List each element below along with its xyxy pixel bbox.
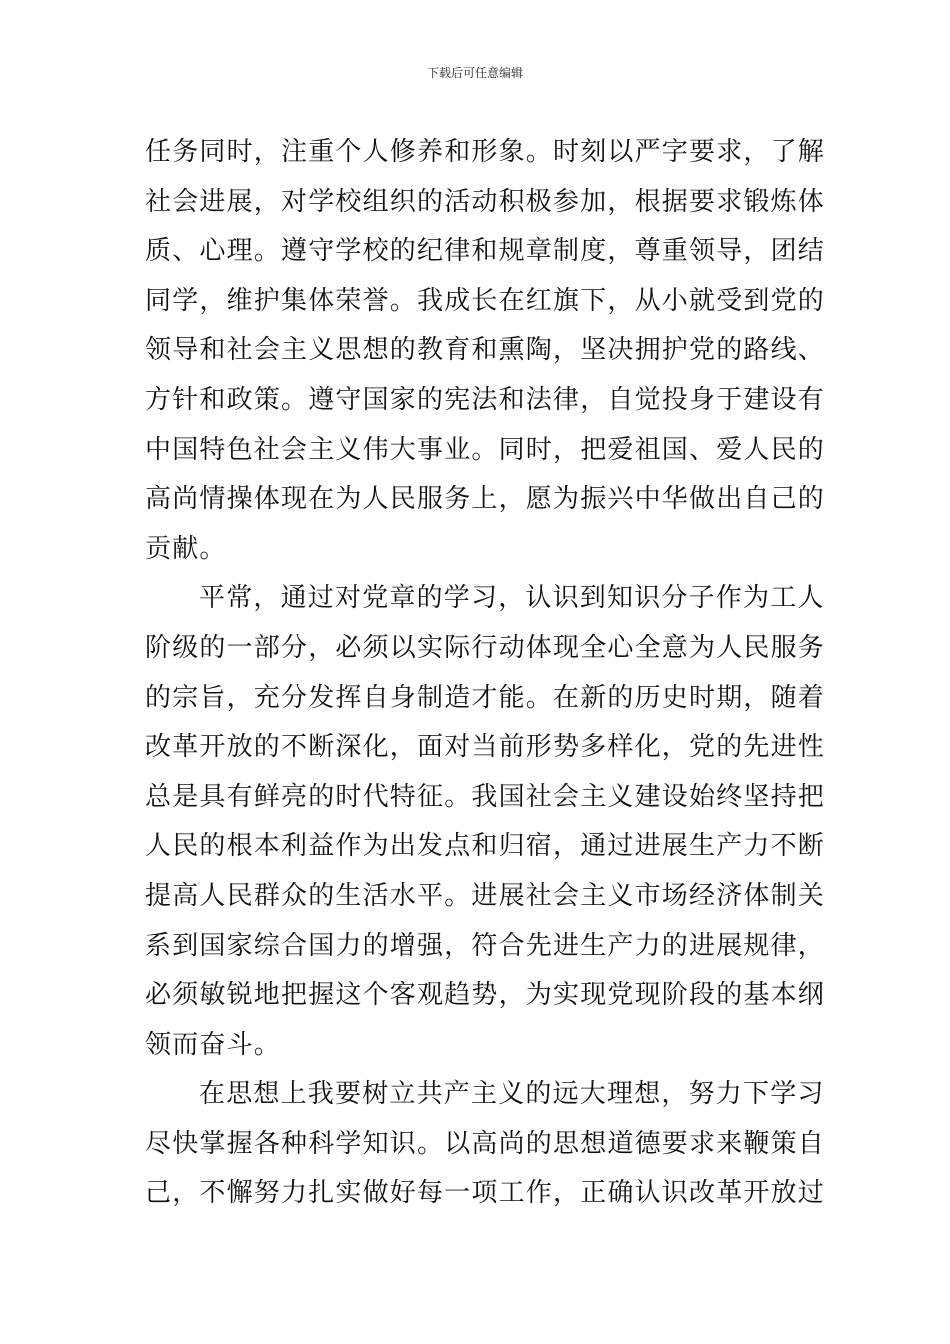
text-line: 总是具有鲜亮的时代特征。我国社会主义建设始终坚持把 [145, 781, 826, 812]
text-line: 尽快掌握各种科学知识。以高尚的思想道德要求来鞭策自 [145, 1128, 826, 1159]
text-line: 改革开放的不断深化，面对当前形势多样化，党的先进性 [145, 732, 826, 763]
text-line: 领而奋斗。 [145, 1029, 282, 1060]
text-line: 同学，维护集体荣誉。我成长在红旗下，从小就受到党的 [145, 285, 826, 316]
paragraph-first-line: 在思想上我要树立共产主义的远大理想，努力下学习 [199, 1079, 825, 1110]
text-line: 方针和政策。遵守国家的宪法和法律，自觉投身于建设有 [145, 384, 826, 415]
text-line: 阶级的一部分，必须以实际行动体现全心全意为人民服务 [145, 632, 826, 663]
text-line: 中国特色社会主义伟大事业。同时，把爱祖国、爱人民的 [145, 434, 826, 465]
text-line: 提高人民群众的生活水平。进展社会主义市场经济体制关 [145, 880, 826, 911]
text-line: 质、心理。遵守学校的纪律和规章制度，尊重领导，团结 [145, 236, 826, 267]
text-line: 任务同时，注重个人修养和形象。时刻以严字要求，了解 [145, 137, 826, 167]
text-line: 领导和社会主义思想的教育和熏陶，坚决拥护党的路线、 [145, 335, 826, 366]
text-line: 人民的根本利益作为出发点和归宿，通过进展生产力不断 [145, 831, 826, 862]
text-line: 己，不懈努力扎实做好每一项工作，正确认识改革开放过 [145, 1178, 826, 1209]
paragraph-first-line: 平常，通过对党章的学习，认识到知识分子作为工人 [199, 583, 825, 614]
text-line: 贡献。 [145, 533, 227, 564]
text-line: 的宗旨，充分发挥自身制造才能。在新的历史时期，随着 [145, 682, 826, 713]
text-line: 社会进展，对学校组织的活动积极参加，根据要求锻炼体 [145, 186, 826, 217]
text-line: 必须敏锐地把握这个客观趋势，为实现党现阶段的基本纲 [145, 980, 826, 1011]
text-line: 高尚情操体现在为人民服务上，愿为振兴中华做出自己的 [145, 484, 826, 515]
page-header: 下载后可任意编辑 [426, 66, 523, 80]
document-body [145, 128, 826, 1219]
text-line: 系到国家综合国力的增强，符合先进生产力的进展规律， [145, 930, 826, 961]
